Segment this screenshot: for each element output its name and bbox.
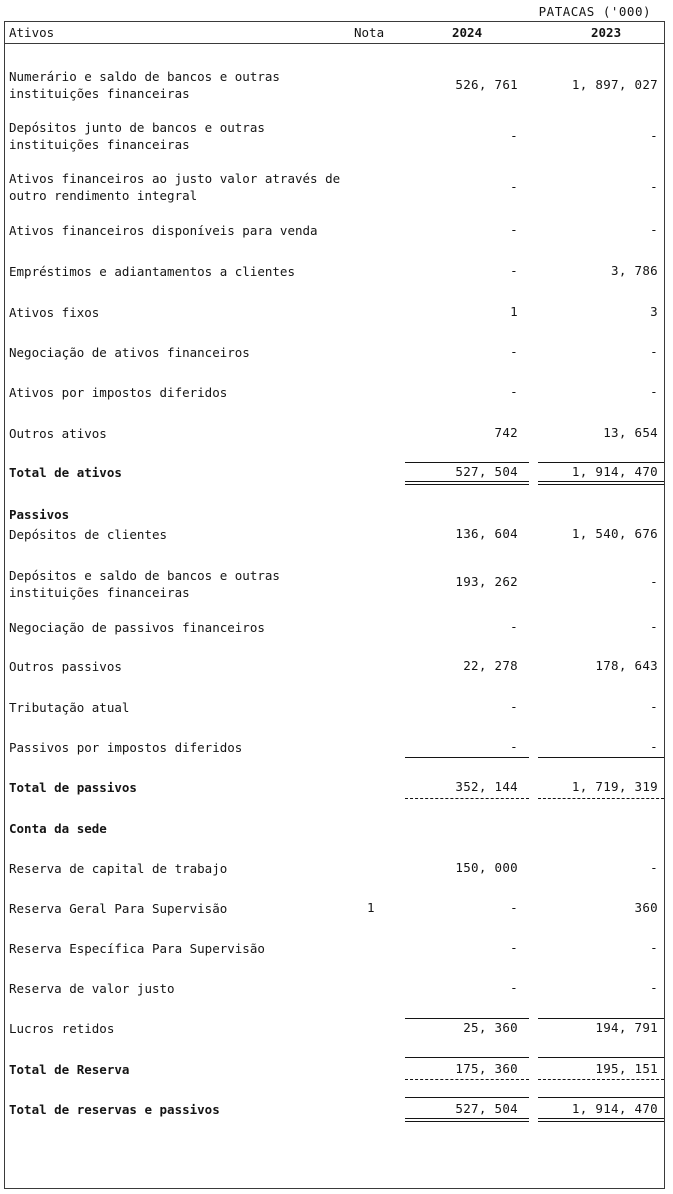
total-dashed-rule	[538, 798, 664, 799]
subtotal-rule	[405, 1057, 529, 1058]
row-label: Negociação de ativos financeiros	[9, 345, 250, 360]
value-2024: -	[510, 980, 518, 995]
row-label: Total de reservas e passivos	[9, 1102, 220, 1117]
value-2024: -	[510, 739, 518, 754]
row-label: Ativos financeiros ao justo valor através de outro rendimento integral	[9, 171, 341, 203]
row-label: Outros ativos	[9, 426, 107, 441]
subtotal-rule	[538, 462, 664, 463]
value-2024: -	[510, 940, 518, 955]
value-2023: -	[650, 699, 658, 714]
value-2023: 194, 791	[595, 1020, 658, 1035]
value-2023: 3	[650, 304, 658, 319]
value-2023: -	[650, 179, 658, 194]
value-2024: 527, 504	[455, 464, 518, 479]
value-2023: 178, 643	[595, 658, 658, 673]
note-ref: 1	[367, 900, 375, 915]
row-label: Passivos por impostos diferidos	[9, 740, 243, 755]
value-2024: -	[510, 699, 518, 714]
total-double-rule	[538, 1118, 664, 1122]
value-2023: -	[650, 860, 658, 875]
row-label: Ativos financeiros disponíveis para venda	[9, 223, 318, 238]
total-double-rule	[405, 1118, 529, 1122]
value-2024: 193, 262	[455, 574, 518, 589]
column-header-label: Ativos	[9, 25, 55, 40]
row-label: Reserva Geral Para Supervisão	[9, 901, 228, 916]
row-label: Numerário e saldo de bancos e outras instituições financeiras	[9, 69, 280, 101]
row-label: Negociação de passivos financeiros	[9, 620, 265, 635]
value-2024: 150, 000	[455, 860, 518, 875]
value-2024: 25, 360	[463, 1020, 518, 1035]
value-2024: 136, 604	[455, 526, 518, 541]
total-double-rule	[538, 481, 664, 485]
value-2023: -	[650, 384, 658, 399]
column-header-2023: 2023	[591, 25, 622, 40]
total-dashed-rule	[538, 1079, 664, 1080]
value-2024: 175, 360	[455, 1061, 518, 1076]
value-2023: 1, 914, 470	[571, 1101, 658, 1116]
value-2023: 13, 654	[603, 425, 658, 440]
value-2024: 352, 144	[455, 779, 518, 794]
value-2024: 22, 278	[463, 658, 518, 673]
row-label: Depósitos e saldo de bancos e outras instituições financeiras	[9, 568, 280, 600]
subtotal-rule	[538, 1057, 664, 1058]
row-label: Outros passivos	[9, 659, 122, 674]
subtotal-rule	[405, 757, 529, 758]
value-2023: -	[650, 344, 658, 359]
value-2023: -	[650, 574, 658, 589]
value-2023: -	[650, 940, 658, 955]
value-2024: -	[510, 900, 518, 915]
value-2023: 195, 151	[595, 1061, 658, 1076]
row-label: Depósitos junto de bancos e outras instituições financeiras	[9, 120, 265, 152]
total-dashed-rule	[405, 798, 529, 799]
total-dashed-rule	[405, 1079, 529, 1080]
column-header-2024: 2024	[452, 25, 483, 40]
row-label: Reserva Específica Para Supervisão	[9, 941, 265, 956]
row-label: Lucros retidos	[9, 1021, 115, 1036]
row-label: Reserva de valor justo	[9, 981, 175, 996]
value-2024: 742	[494, 425, 518, 440]
row-label: Depósitos de clientes	[9, 527, 168, 542]
value-2024: -	[510, 179, 518, 194]
row-label: Ativos por impostos diferidos	[9, 385, 228, 400]
value-2024: -	[510, 619, 518, 634]
currency-unit: PATACAS ('000)	[538, 4, 651, 19]
row-label: Ativos fixos	[9, 305, 100, 320]
subtotal-rule	[538, 1018, 664, 1019]
balance-sheet-table	[4, 21, 665, 1189]
header-divider	[5, 43, 664, 44]
section-heading: Conta da sede	[9, 821, 107, 836]
row-label: Total de ativos	[9, 465, 122, 480]
value-2023: 1, 914, 470	[571, 464, 658, 479]
value-2023: 1, 897, 027	[571, 77, 658, 92]
row-label: Reserva de capital de trabajo	[9, 861, 228, 876]
total-double-rule	[405, 481, 529, 485]
value-2024: -	[510, 222, 518, 237]
value-2023: 1, 719, 319	[571, 779, 658, 794]
subtotal-rule	[538, 1097, 664, 1098]
row-label: Total de Reserva	[9, 1062, 130, 1077]
value-2024: -	[510, 263, 518, 278]
value-2023: -	[650, 222, 658, 237]
value-2024: -	[510, 128, 518, 143]
value-2023: 360	[634, 900, 658, 915]
value-2024: -	[510, 384, 518, 399]
value-2024: 527, 504	[455, 1101, 518, 1116]
subtotal-rule	[538, 757, 664, 758]
value-2023: -	[650, 980, 658, 995]
column-header-note: Nota	[354, 25, 385, 40]
section-heading: Passivos	[9, 507, 70, 522]
subtotal-rule	[405, 462, 529, 463]
value-2023: -	[650, 739, 658, 754]
subtotal-rule	[405, 1097, 529, 1098]
value-2023: 3, 786	[611, 263, 658, 278]
row-label: Empréstimos e adiantamentos a clientes	[9, 264, 295, 279]
row-label: Total de passivos	[9, 780, 137, 795]
value-2024: 1	[510, 304, 518, 319]
value-2024: -	[510, 344, 518, 359]
value-2024: 526, 761	[455, 77, 518, 92]
value-2023: -	[650, 128, 658, 143]
row-label: Tributação atual	[9, 700, 130, 715]
value-2023: 1, 540, 676	[571, 526, 658, 541]
subtotal-rule	[405, 1018, 529, 1019]
value-2023: -	[650, 619, 658, 634]
